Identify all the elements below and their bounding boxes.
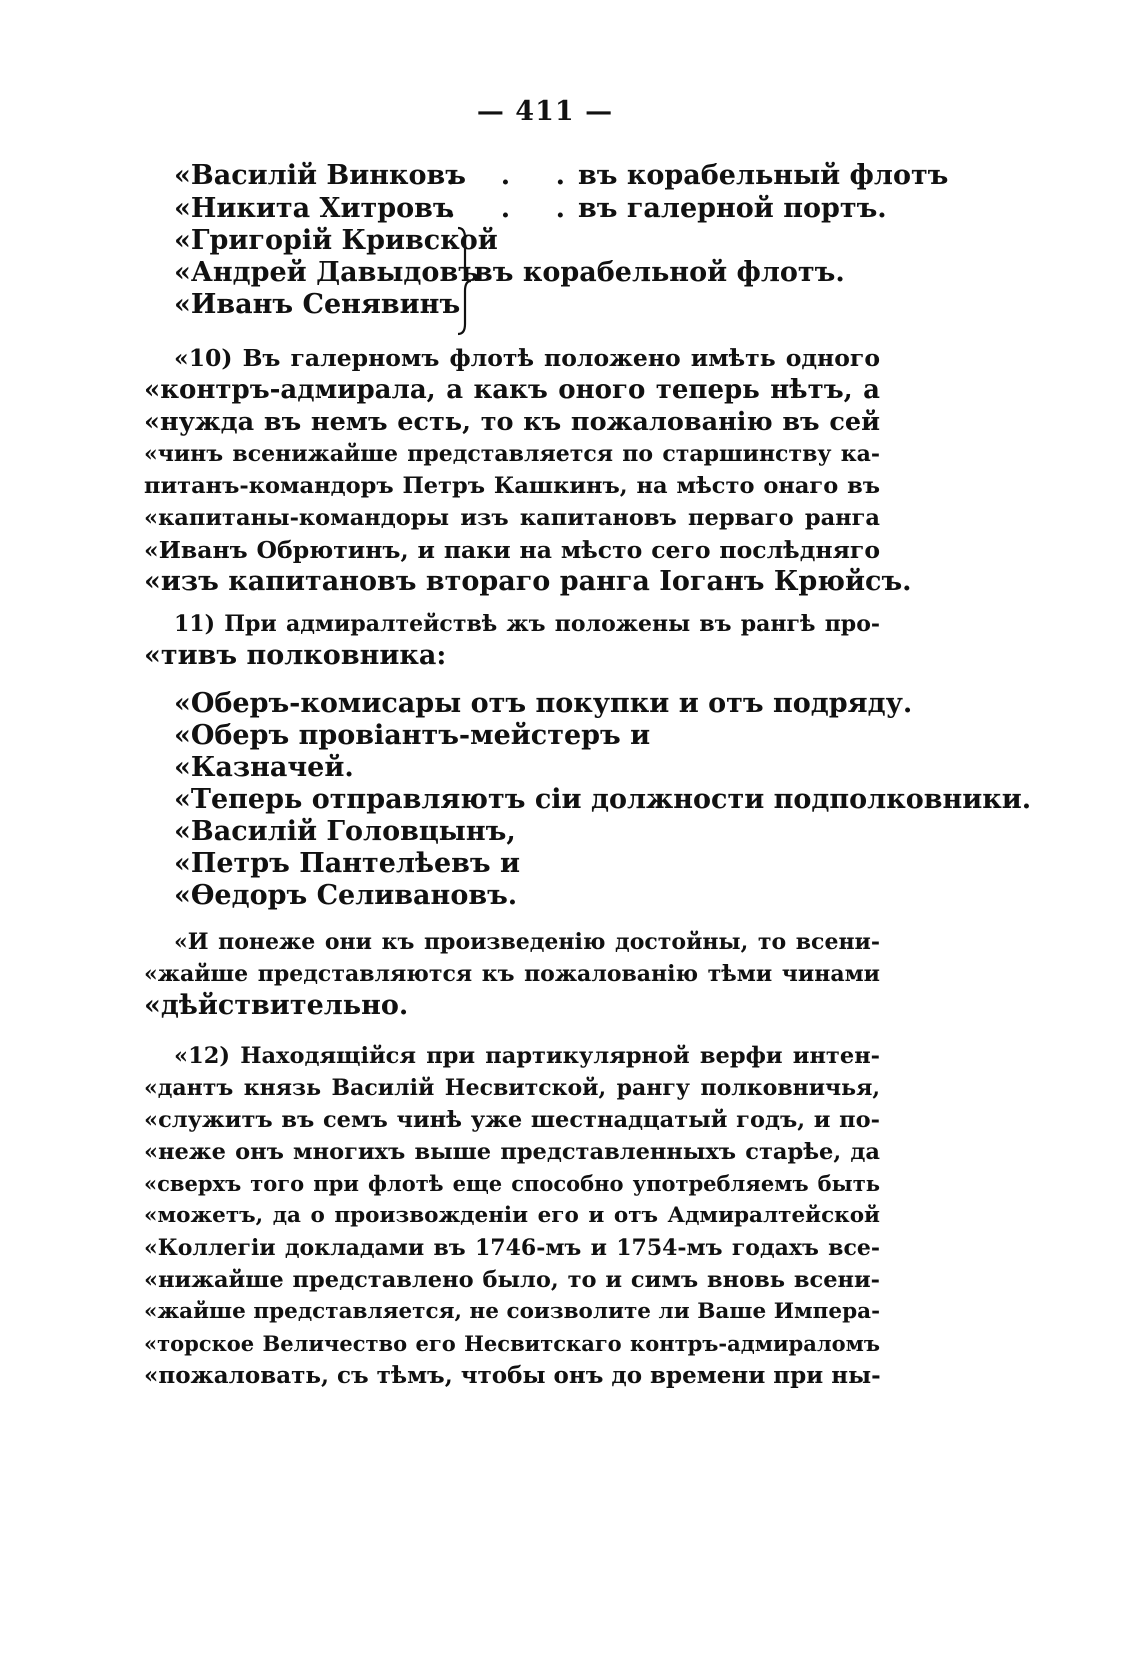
braced-name: «Иванъ Сенявинъ <box>174 289 461 320</box>
list1-name: «Никита Хитровъ <box>174 193 454 224</box>
list1-destination: въ галерной портъ. <box>578 193 887 224</box>
paragraph-12-line: «можетъ, да о произвожденіи его и отъ Адмиралтейской <box>144 1203 880 1228</box>
paragraph-10-line: «изъ капитановъ втораго ранга Іоганъ Крюйсъ. <box>144 566 912 597</box>
page-number: — 411 — <box>476 96 614 127</box>
paragraph-11-line: «тивъ полковника: <box>144 640 447 671</box>
list2-item: «Оберъ провіантъ-мейстеръ и <box>174 720 651 751</box>
braced-name: «Андрей Давыдовъ <box>174 257 479 288</box>
paragraph-12-line: «служитъ въ семъ чинѣ уже шестнадцатый годъ, и по- <box>144 1107 880 1133</box>
list2-item: «Теперь отправляютъ сіи должности подполковники. <box>174 784 1032 815</box>
list1-dots: . . . <box>446 193 583 224</box>
list2-item: «Ѳедоръ Селивановъ. <box>174 880 518 911</box>
paragraph-12-line: «Коллегіи докладами въ 1746-мъ и 1754-мъ годахъ все- <box>144 1235 880 1261</box>
list1-dots: . . . <box>446 160 583 191</box>
braced-name: «Григорій Кривской <box>174 225 498 256</box>
paragraph-10-line: питанъ-командоръ Петръ Кашкинъ, на мѣсто онаго въ <box>144 473 880 499</box>
paragraph-12-line: «неже онъ многихъ выше представленныхъ старѣе, да <box>144 1139 880 1165</box>
paragraph-12-line: «жайше представляется, не соизволите ли Ваше Импера- <box>144 1299 880 1324</box>
paragraph-and-line: «И понеже они къ произведенію достойны, то всени- <box>174 929 880 955</box>
list2-item: «Петръ Пантелѣевъ и <box>174 848 521 879</box>
paragraph-12-line: «нижайше представлено было, то и симъ вновь всени- <box>144 1267 880 1293</box>
paragraph-and-line: «жайше представляются къ пожалованію тѣми чинами <box>144 961 880 987</box>
paragraph-12-line: «12) Находящійся при партикулярной верфи интен- <box>174 1043 880 1069</box>
paragraph-11-line: 11) При адмиралтействѣ жъ положены въ рангѣ про- <box>174 611 880 637</box>
paragraph-12-line: «пожаловать, съ тѣмъ, чтобы онъ до времени при ны- <box>144 1362 881 1389</box>
paragraph-10-line: «чинъ всенижайше представляется по старшинству ка- <box>144 441 880 467</box>
paragraph-10-line: «капитаны-командоры изъ капитановъ перваго ранга <box>144 505 880 531</box>
paragraph-12-line: «торское Величество его Несвитскаго контръ-адмираломъ <box>144 1331 880 1356</box>
paragraph-12-line: «сверхъ того при флотѣ еще способно употребляемъ быть <box>144 1171 880 1196</box>
list1-destination: въ корабельный флотъ <box>578 160 949 191</box>
list2-item: «Василій Головцынъ, <box>174 816 516 847</box>
paragraph-10-line: «контръ-адмирала, а какъ оного теперь нѣтъ, а <box>144 375 880 405</box>
braced-destination: въ корабельной флотъ. <box>474 257 845 288</box>
list2-item: «Казначей. <box>174 752 354 783</box>
paragraph-12-line: «дантъ князь Василій Несвитской, рангу полковничья, <box>144 1075 880 1101</box>
paragraph-10-line: «нужда въ немъ есть, то къ пожалованію въ сей <box>144 407 880 437</box>
paragraph-10-line: «Иванъ Обрютинъ, и паки на мѣсто сего послѣдняго <box>144 536 880 564</box>
curly-brace-icon <box>456 226 472 336</box>
paragraph-10-line: «10) Въ галерномъ флотѣ положено имѣть одного <box>174 344 880 372</box>
paragraph-and-line: «дѣйствительно. <box>144 990 409 1021</box>
list1-name: «Василій Винковъ <box>174 160 466 191</box>
list2-item: «Оберъ-комисары отъ покупки и отъ подряду. <box>174 688 913 719</box>
